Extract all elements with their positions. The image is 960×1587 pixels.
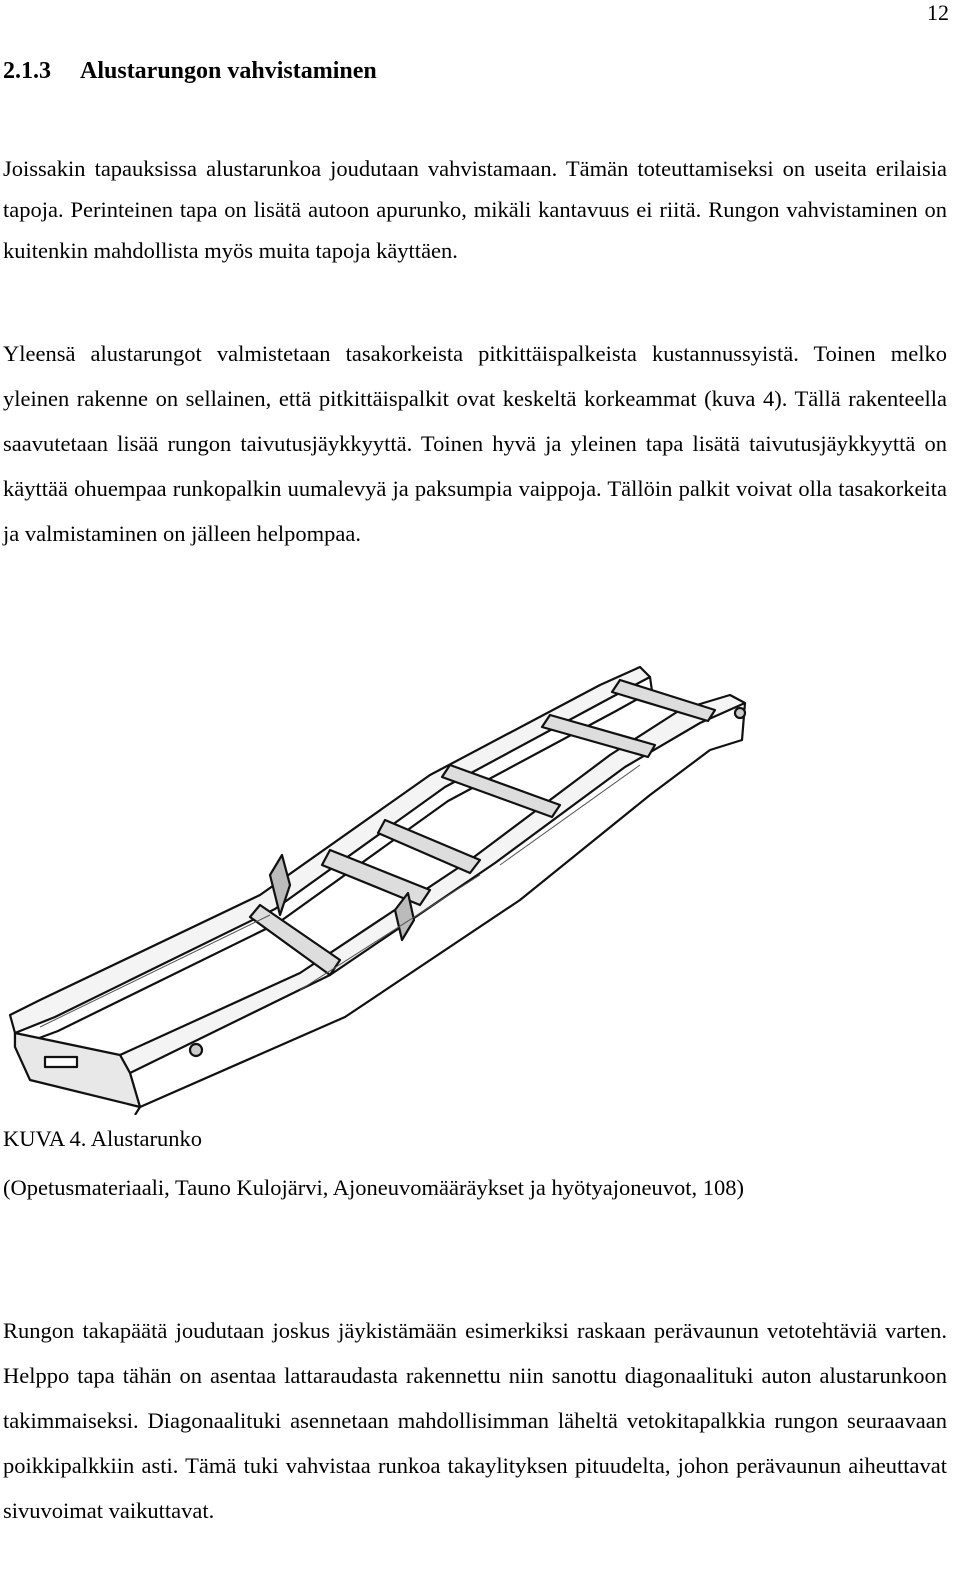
cross-member-1: [250, 905, 340, 975]
paragraph-frame-structure: Yleensä alustarungot valmistetaan tasakorkeista pitkittäispalkeista kustannussyistä. Toinen melko yleinen rakenne on sellainen, että pitkittäispalkit ovat keskeltä korkeammat (kuva 4). Tällä rakenteella saavutetaan lisää rungon taivutusjäykkyyttä. Toinen hyvä ja yleinen tapa lisätä taivutusjäykkyyttä on käyttää ohuempaa runkopalkin uumalevyä ja paksumpia vaippoja. Tällöin palkit voivat olla tasakorkeita ja valmistaminen on jälleen helpompaa.: [3, 341, 947, 546]
cross-member-3: [378, 820, 480, 873]
chassis-frame-drawing: [0, 655, 960, 1115]
paragraph-rear-stiffening: Rungon takapäätä joudutaan joskus jäykistämään esimerkiksi raskaan perävaunun vetotehtäviä varten. Helppo tapa tähän on asentaa lattaraudasta rakennettu niin sanottu diagonaalituki auton alustarunkoon takimmaiseksi. Diagonaalituki asennetaan mahdollisimman läheltä vetokitapalkkia rungon seuraavaan poikkipalkkiin asti. Tämä tuki vahvistaa runkoa takaylityksen pituudelta, johon perävaunun aiheuttavat sivuvoimat vaikuttavat.: [3, 1318, 947, 1523]
bracket-rear: [735, 708, 745, 718]
figure-source: (Opetusmateriaali, Tauno Kulojärvi, Ajoneuvomääräykset ja hyötyajoneuvot, 108): [3, 1175, 744, 1200]
front-cross-member: [15, 1033, 140, 1107]
cross-member-2: [322, 850, 430, 905]
section-title: Alustarungon vahvistaminen: [80, 58, 377, 84]
figure-caption: KUVA 4. Alustarunko: [3, 1126, 202, 1151]
section-heading: [3, 58, 377, 85]
cross-member-6: [612, 680, 715, 721]
page-number: 12: [927, 0, 949, 25]
section-number: 2.1.3: [3, 58, 51, 84]
chassis-frame-illustration: [0, 655, 960, 1115]
paragraph-intro: Joissakin tapauksissa alustarunkoa joudutaan vahvistamaan. Tämän toteuttamiseksi on useita erilaisia tapoja. Perinteinen tapa on lisätä autoon apurunko, mikäli kantavuus ei riitä. Rungon vahvistaminen on kuitenkin mahdollista myös muita tapoja käyttäen.: [3, 156, 947, 263]
bracket-front: [190, 1044, 202, 1056]
